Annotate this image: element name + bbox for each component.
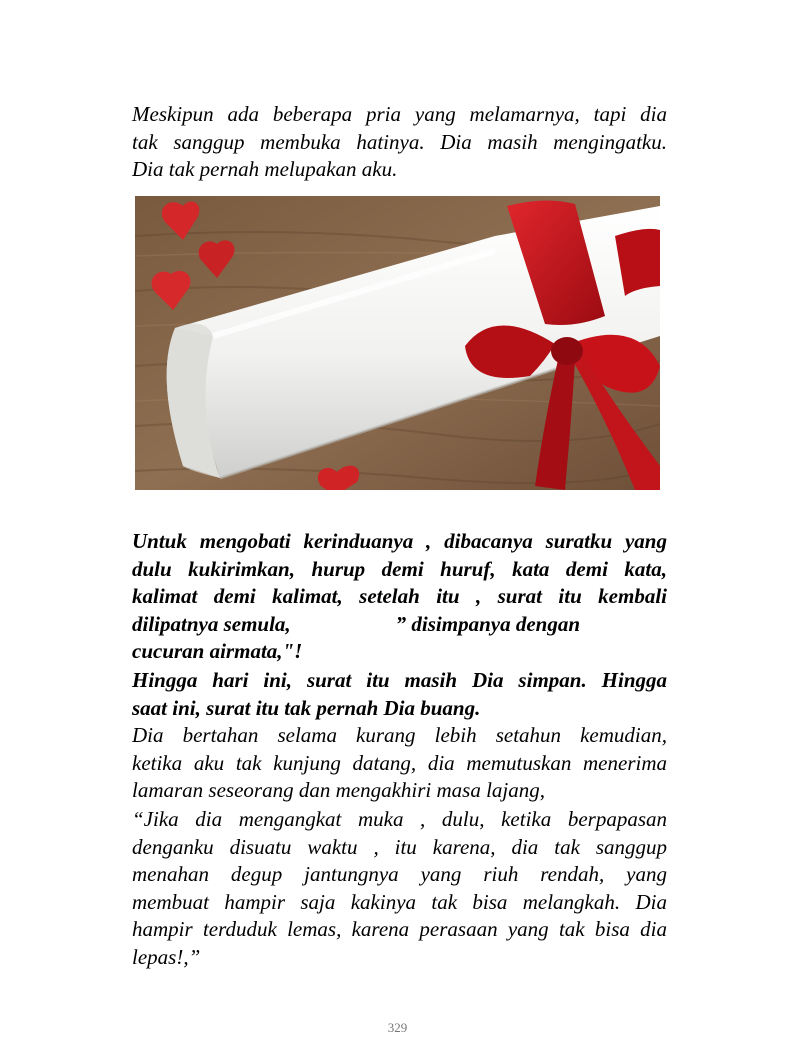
- text-line: denganku disuatu waktu , itu karena, dia tak sanggup: [132, 834, 667, 859]
- text-line: kalimat demi kalimat, setelah itu , surat itu kembali: [132, 584, 667, 609]
- text-line: dulu kukirimkan, hurup demi huruf, kata demi kata,: [132, 556, 667, 581]
- letter-scroll-photo: [135, 196, 660, 490]
- text-line: Dia bertahan selama kurang lebih setahun kemudian,: [132, 723, 667, 747]
- text-line: menahan degup jantungnya yang riuh rendah, yang: [132, 862, 667, 887]
- text-line: tak sanggup membuka hatinya. Dia masih mengingatku.: [132, 129, 667, 154]
- text-line: membuat hampir saja kakinya tak bisa melangkah. Dia: [132, 889, 667, 914]
- paragraph-still-kept: [132, 667, 667, 722]
- paragraph-marriage: [132, 722, 667, 805]
- text-line: saat ini, surat itu tak pernah Dia buang.: [132, 695, 481, 720]
- text-line: “Jika dia mengangkat muka , dulu, ketika berpapasan: [132, 807, 667, 831]
- paragraph-intro: [132, 101, 667, 184]
- text-line: Dia tak pernah melupakan aku.: [132, 157, 398, 182]
- text-line: dilipatnya semula, ” disimpanya dengan: [132, 611, 581, 636]
- text-line: cucuran airmata,"!: [132, 639, 303, 664]
- text-line: Hingga hari ini, surat itu masih Dia simpan. Hingga: [132, 668, 667, 692]
- paragraph-quote: [132, 806, 667, 972]
- page-number: 329: [387, 1020, 408, 1035]
- text-line: Meskipun ada beberapa pria yang melamarnya, tapi dia: [132, 102, 667, 126]
- text-line: ketika aku tak kunjung datang, dia memutuskan menerima: [132, 750, 667, 775]
- text-line: lepas!,”: [132, 944, 201, 969]
- text-line: lamaran seseorang dan mengakhiri masa lajang,: [132, 778, 545, 803]
- text-line: hampir terduduk lemas, karena perasaan yang tak bisa dia: [132, 917, 667, 942]
- paragraph-reading-letter: [132, 528, 667, 666]
- text-line: Untuk mengobati kerinduanya , dibacanya suratku yang: [132, 529, 667, 553]
